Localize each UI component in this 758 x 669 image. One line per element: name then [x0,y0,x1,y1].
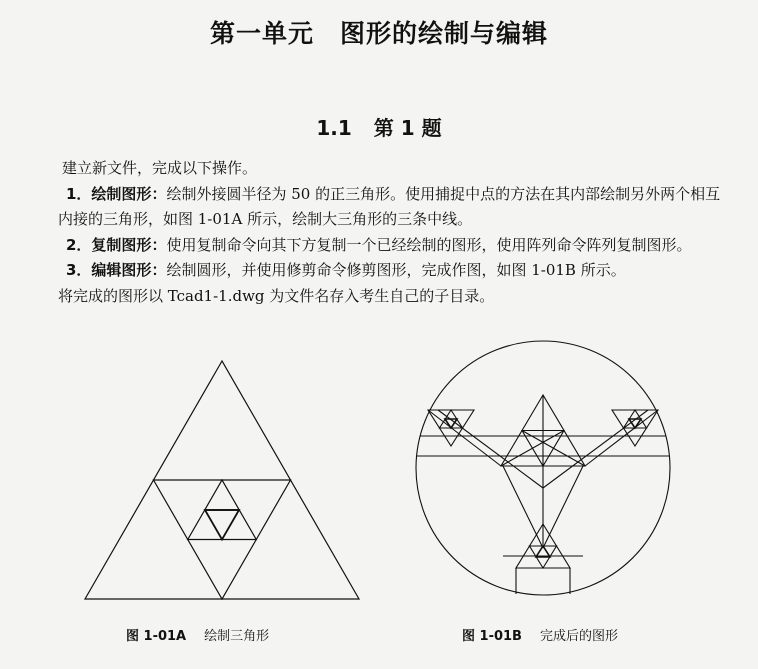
spoke-left-outer [428,410,501,466]
save-note: 将完成的图形以 Tcad1-1.dwg 为文件名存入考生自己的子目录。 [58,286,495,305]
caption-1-01a [126,625,269,644]
small-triangle [205,510,239,540]
step-3 [58,258,730,284]
step-2 [58,233,730,259]
figure-1-01a-drawing [80,355,370,605]
figure-1-01b-drawing [398,338,688,600]
step-1-label: 1．绘制图形： [66,184,167,203]
spoke-right-outer [585,410,658,466]
caption-1-01a-text: 绘制三角形 [204,629,270,644]
section-number: 1.1 [316,116,352,140]
bleed-through-text [420,55,435,76]
section-title [0,112,758,141]
step-1 [58,182,730,233]
spoke-down-left [503,466,543,548]
spoke-down-right [543,466,583,548]
step-3-label: 3．编辑图形： [66,261,167,279]
caption-1-01a-id: 图 1-01A [126,629,187,644]
step-2-text: 使用复制命令向其下方复制一个已经绘制的图形，使用阵列命令阵列复制图形。 [166,235,692,254]
step-1-text: 绘制外接圆半径为 50 的正三角形。使用捕捉中点的方法在其内部绘制另外两个相互内接的三角形，如图 1-01A 所示，绘制大三角形的三条中线。 [58,184,721,228]
figure-1-01b [398,338,688,600]
figure-1-01a [80,355,370,605]
step-2-label: 2．复制图形： [66,235,167,254]
left-cluster-core [445,419,457,428]
intro-text: 建立新文件，完成以下操作。 [62,159,258,177]
caption-1-01b [462,625,618,644]
right-cluster-core [629,419,641,428]
caption-1-01b-text: 完成后的图形 [539,629,618,644]
caption-1-01b-id: 图 1-01B [462,629,522,644]
step-3-text: 绘制圆形，并使用修剪命令修剪图形，完成作图，如图 1-01B 所示。 [166,261,626,279]
section-name: 第 1 题 [373,116,442,140]
instructions [58,156,730,309]
unit-title: 第一单元 图形的绘制与编辑 [209,19,548,48]
